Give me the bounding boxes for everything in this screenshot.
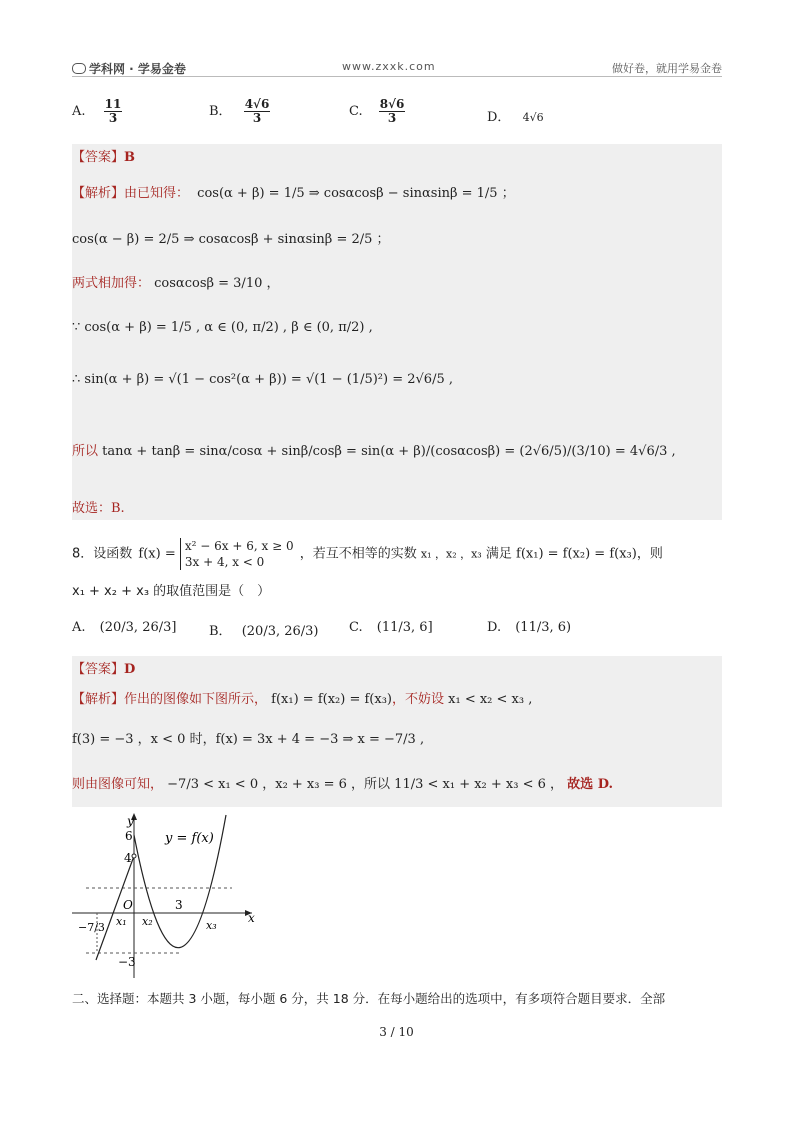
q8-stem-line2 bbox=[72, 580, 270, 599]
case-2: 3x + 4, x < 0 bbox=[184, 555, 265, 569]
numerator: 8√6 bbox=[379, 97, 405, 111]
option-key: C. bbox=[349, 104, 363, 119]
analysis-text: ，不妨设 bbox=[391, 692, 444, 707]
math-expression: f(3) = −3 ，x < 0 时，f(x) = 3x + 4 = −3 ⇒ x = −7/3 , bbox=[72, 732, 425, 747]
denominator: 3 bbox=[252, 111, 262, 125]
analysis-text: 由已知得： bbox=[124, 186, 190, 201]
section-2-heading: 二、选择题：本题共 3 小题，每小题 6 分，共 18 分．在每小题给出的选项中，有多项符合题目要求．全部 bbox=[72, 991, 666, 1006]
function-label: y = f(x) bbox=[165, 831, 214, 846]
denominator: 3 bbox=[108, 111, 118, 125]
x1-label: x₁ bbox=[116, 915, 127, 928]
open-point bbox=[132, 854, 136, 858]
brand-logo bbox=[72, 60, 186, 77]
math-expression: ∴ sin(α + β) = √(1 − cos²(α + β)) = √(1 − (1/5)²) = 2√6/5 , bbox=[72, 372, 453, 387]
y-label: y bbox=[127, 814, 134, 828]
q8-analysis-line3 bbox=[72, 773, 613, 792]
analysis-conclusion: 故选 D. bbox=[567, 777, 614, 792]
option-key: D． bbox=[487, 110, 511, 125]
q8-analysis-line1 bbox=[72, 688, 532, 707]
math-expression: cosαcosβ = 3/10 ， bbox=[154, 276, 280, 291]
page-number: 3 / 10 bbox=[379, 1025, 414, 1039]
q8-option-a bbox=[72, 620, 176, 635]
header-slogan: 做好卷，就用学易金卷 bbox=[612, 62, 722, 75]
answer-value: D bbox=[124, 662, 136, 677]
q7-option-d bbox=[487, 106, 544, 125]
math-expression: cos(α − β) = 2/5 ⇒ cosαcosβ + sinαsinβ = 2/5 ； bbox=[72, 232, 390, 247]
logo-text: 学科网 · 学易金卷 bbox=[89, 62, 186, 76]
tick-neg3: −3 bbox=[118, 955, 136, 969]
x-label: x bbox=[248, 911, 255, 925]
variables: x₁ ，x₂ ，x₃ bbox=[420, 547, 482, 561]
option-key: C. bbox=[349, 620, 363, 635]
analysis-text: 所以 bbox=[72, 444, 99, 459]
function-graph bbox=[72, 810, 272, 980]
piecewise-cases bbox=[180, 538, 294, 570]
q7-answer bbox=[72, 146, 135, 165]
option-key: A. bbox=[72, 620, 86, 635]
option-fraction bbox=[379, 98, 406, 125]
q8-stem bbox=[72, 538, 663, 570]
stem-text: ，则 bbox=[636, 546, 663, 562]
answer-value: B bbox=[124, 150, 136, 165]
logo-icon bbox=[72, 63, 86, 74]
option-key: A. bbox=[72, 104, 86, 119]
q7-analysis-line6 bbox=[72, 440, 676, 459]
numerator: 4√6 bbox=[244, 97, 270, 111]
case-1: x² − 6x + 6, x ≥ 0 bbox=[184, 539, 294, 553]
option-key: B． bbox=[209, 624, 232, 639]
analysis-text: 则由图像可知， bbox=[72, 777, 164, 792]
q7-analysis-line3 bbox=[72, 272, 280, 291]
q7-option-a bbox=[72, 98, 122, 125]
math-expression: x₁ < x₂ < x₃ , bbox=[448, 692, 533, 707]
tick-6: 6 bbox=[125, 829, 133, 843]
q7-conclusion: 故选：B. bbox=[72, 501, 125, 516]
q7-analysis-line5 bbox=[72, 372, 453, 387]
q8-option-d bbox=[487, 620, 571, 635]
piecewise-function: f(x) = x² − 6x + 6, x ≥ 0 3x + 4, x < 0 bbox=[138, 539, 294, 569]
stem-text: 满足 bbox=[485, 546, 512, 562]
analysis-text: 作出的图像如下图所示， bbox=[124, 692, 268, 707]
math-expression: −7/3 < x₁ < 0 ，x₂ + x₃ = 6 ，所以 11/3 < x₁ + x₂ + x₃ < 6 ， bbox=[167, 777, 564, 792]
x2-label: x₂ bbox=[142, 915, 153, 928]
option-key: B． bbox=[209, 104, 232, 119]
origin-label: O bbox=[123, 898, 133, 912]
condition: f(x₁) = f(x₂) = f(x₃) bbox=[516, 546, 637, 562]
q7-option-c bbox=[349, 98, 405, 125]
option-fraction bbox=[104, 98, 123, 125]
q7-analysis-line1 bbox=[72, 182, 515, 201]
numerator: 11 bbox=[104, 97, 122, 111]
option-value: 4√6 bbox=[522, 111, 544, 124]
math-expression: f(x₁) = f(x₂) = f(x₃) bbox=[271, 692, 392, 707]
q7-analysis-line2 bbox=[72, 228, 390, 247]
tick-4: 4 bbox=[124, 851, 132, 865]
site-url: www.zxxk.com bbox=[342, 60, 436, 73]
option-fraction bbox=[244, 98, 271, 125]
stem-text: 8．设函数 bbox=[72, 546, 133, 562]
option-value: (11/3, 6] bbox=[376, 620, 433, 635]
stem-text: x₁ + x₂ + x₃ 的取值范围是（ ） bbox=[72, 584, 271, 599]
q8-option-c bbox=[349, 620, 433, 635]
math-expression: cos(α + β) = 1/5 ⇒ cosαcosβ − sinαsinβ = 1/5 ； bbox=[197, 186, 515, 201]
q7-analysis-line4 bbox=[72, 320, 373, 335]
q8-option-b bbox=[209, 620, 319, 639]
answer-tag: 【答案】 bbox=[72, 150, 125, 165]
q8-answer bbox=[72, 658, 135, 677]
option-value: (20/3, 26/3] bbox=[99, 620, 177, 635]
answer-tag: 【答案】 bbox=[72, 662, 125, 677]
x3-label: x₃ bbox=[206, 919, 217, 932]
q7-option-b bbox=[209, 98, 270, 125]
analysis-tag: 【解析】 bbox=[72, 186, 125, 201]
math-expression: tanα + tanβ = sinα/cosα + sinβ/cosβ = sin(α + β)/(cosαcosβ) = (2√6/5)/(3/10) = 4√6/3 , bbox=[102, 444, 676, 459]
analysis-tag: 【解析】 bbox=[72, 692, 125, 707]
analysis-text: 两式相加得： bbox=[72, 276, 151, 291]
page-header bbox=[72, 58, 722, 77]
tick-neg7-3: −7/3 bbox=[78, 921, 105, 934]
option-value: (11/3, 6) bbox=[515, 620, 572, 635]
option-value: (20/3, 26/3) bbox=[241, 624, 319, 639]
tick-3: 3 bbox=[175, 898, 183, 912]
math-expression: ∵ cos(α + β) = 1/5 , α ∈ (0, π/2) , β ∈ (0, π/2) , bbox=[72, 320, 373, 335]
option-key: D. bbox=[487, 620, 502, 635]
denominator: 3 bbox=[387, 111, 397, 125]
stem-text: ，若互不相等的实数 bbox=[299, 546, 417, 562]
q8-analysis-line2 bbox=[72, 728, 424, 747]
